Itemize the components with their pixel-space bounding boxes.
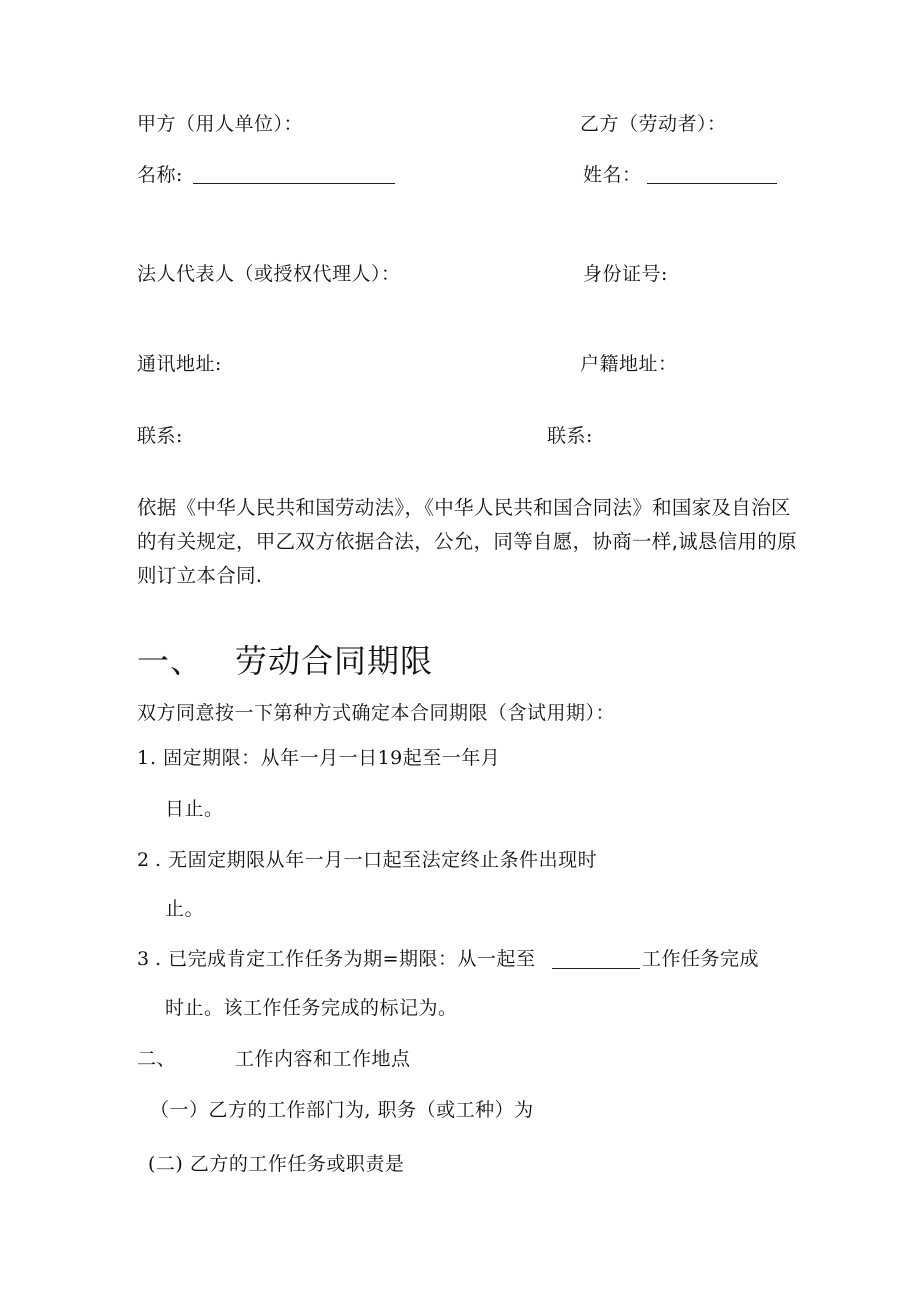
item1-line2: 日止。 [165, 798, 224, 820]
item2-line1: . 无固定期限从年一月一口起至法定终止条件出现时 [155, 849, 598, 871]
item2-number: 2 [137, 849, 150, 871]
section2-item1: （一）乙方的工作部门为, 职务（或工种）为 [150, 1099, 534, 1121]
party-b-id-label: 身份证号: [583, 263, 668, 285]
item3-line2: 时止。该工作任务完成的标记为。 [165, 997, 458, 1019]
item2-line2: 止。 [165, 898, 205, 920]
section1-intro: 双方同意按一下第种方式确定本合同期限（含试用期）： [137, 702, 616, 724]
party-a-address-label: 通讯地址: [137, 353, 222, 375]
party-a-name-label: 名称: [137, 164, 183, 186]
party-b-name-label: 姓名： [583, 164, 642, 186]
section2-item2: (二) 乙方的工作任务或职责是 [148, 1153, 405, 1175]
section2-number: 二、 [137, 1048, 177, 1070]
party-b-contact-label: 联系: [547, 425, 593, 447]
section1-title: 劳动合同期限 [235, 642, 434, 680]
item1-number: 1 [137, 747, 150, 769]
party-a-contact-label: 联系: [137, 425, 183, 447]
section2-title: 工作内容和工作地点 [235, 1048, 411, 1070]
party-b-heading: 乙方（劳动者）： [580, 113, 727, 135]
item1-line1: . 固定期限：从年一月一日19起至一年月 [150, 747, 501, 769]
party-b-address-label: 户籍地址： [580, 353, 678, 375]
item3-number: 3 [137, 948, 150, 970]
section1-number: 一、 [137, 642, 204, 680]
party-b-name-field-line[interactable] [647, 183, 777, 184]
item3-blank-line[interactable] [552, 968, 640, 969]
party-a-legal-rep-label: 法人代表人（或授权代理人）： [137, 263, 401, 285]
party-a-heading: 甲方（用人单位）： [137, 113, 304, 135]
item3-line1-start: . 已完成肯定工作任务为期=期限：从一起至 [155, 948, 536, 970]
preamble-paragraph: 依据《中华人民共和国劳动法》，《中华人民共和国合同法》和国家及自治区的有关规定，甲乙双方依据合法，公允，同等自愿，协商一样,诚恳信用的原则订立本合同. [137, 496, 797, 587]
party-a-name-field-line[interactable] [193, 183, 395, 184]
item3-line1-end: 工作任务完成 [642, 948, 760, 970]
